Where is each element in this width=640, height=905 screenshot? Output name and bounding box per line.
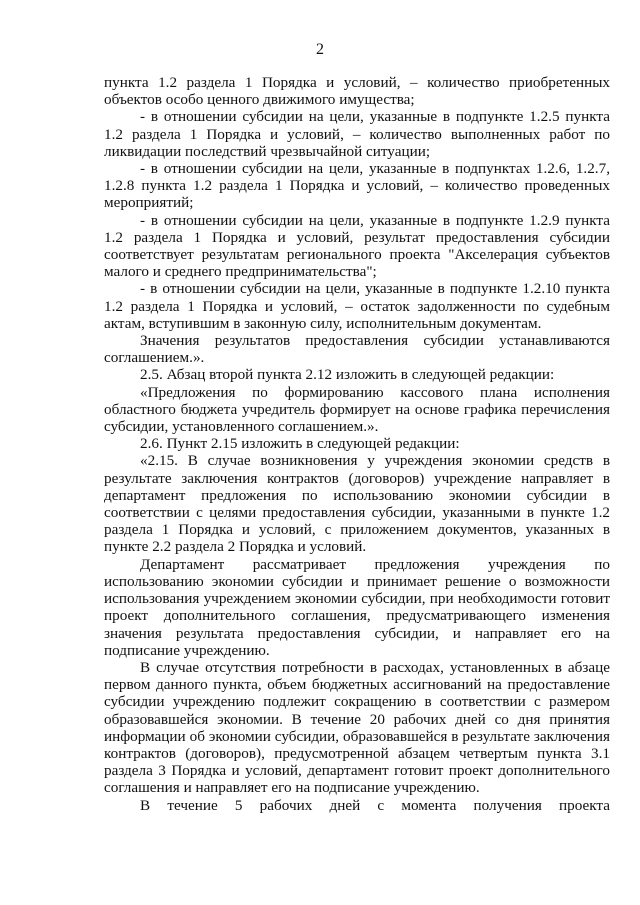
paragraph: В течение 5 рабочих дней с момента получения проекта [140,796,610,814]
paragraph: - в отношении субсидии на цели, указанные в подпункте 1.2.5 пункта 1.2 раздела 1 Порядка и условий, – количество выполненных работ по ликвидации последствий чрезвычайной ситуации; [104,108,610,160]
paragraph: «Предложения по формированию кассового плана исполнения областного бюджета учредитель формирует на основе графика перечисления субсидии, установленного соглашением.». [104,383,610,436]
document-body [104,74,610,814]
paragraph: 2.5. Абзац второй пункта 2.12 изложить в следующей редакции: [140,366,555,384]
paragraph: «2.15. В случае возникновения у учреждения экономии средств в результате заключения контрактов (договоров) учреждение направляет в департамент предложения по использованию экономии субсидии в соответствии с целями предоставления субсидии, указанными в пункте 1.2 раздела 1 Порядка и условий, с приложением документов, указанных в пункте 2.2 раздела 2 Порядка и условий. [104,452,610,556]
page-number: 2 [316,41,324,58]
paragraph: Значения результатов предоставления субсидии устанавливаются соглашением.». [104,332,610,367]
paragraph: - в отношении субсидии на цели, указанные в подпункте 1.2.10 пункта 1.2 раздела 1 Порядка и условий, – остаток задолженности по судебным актам, вступившим в законную силу, исполнительным документам. [104,280,610,332]
paragraph: Департамент рассматривает предложения учреждения по использованию экономии субсидии и принимает решение о возможности использования учреждением экономии субсидии, при необходимости готовит проект дополнительного соглашения, предусматривающего изменения значения результата предоставления субсидии, и направляет его на подписание учреждению. [104,555,610,659]
paragraph: В случае отсутствия потребности в расходах, установленных в абзаце первом данного пункта, объем бюджетных ассигнований на предоставление субсидии учреждению подлежит сокращению в соответствии с размером образовавшейся экономии. В течение 20 рабочих дней со дня принятия информации об экономии субсидии, образовавшейся в результате заключения контрактов (договоров), предусмотренной абзацем четвертым пункта 3.1 раздела 3 Порядка и условий, департамент готовит проект дополнительного соглашения и направляет его на подписание учреждению. [104,658,610,797]
paragraph: - в отношении субсидии на цели, указанные в подпункте 1.2.9 пункта 1.2 раздела 1 Порядка и условий, результат предоставления субсидии соответствует результатам регионального проекта "Акселерация субъектов малого и среднего предпринимательства"; [104,211,610,281]
paragraph: 2.6. Пункт 2.15 изложить в следующей редакции: [140,435,460,453]
paragraph: - в отношении субсидии на цели, указанные в подпунктах 1.2.6, 1.2.7, 1.2.8 пункта 1.2 раздела 1 Порядка и условий, – количество проведенных мероприятий; [104,160,610,212]
paragraph: пункта 1.2 раздела 1 Порядка и условий, – количество приобретенных объектов особо ценного движимого имущества; [104,74,610,109]
